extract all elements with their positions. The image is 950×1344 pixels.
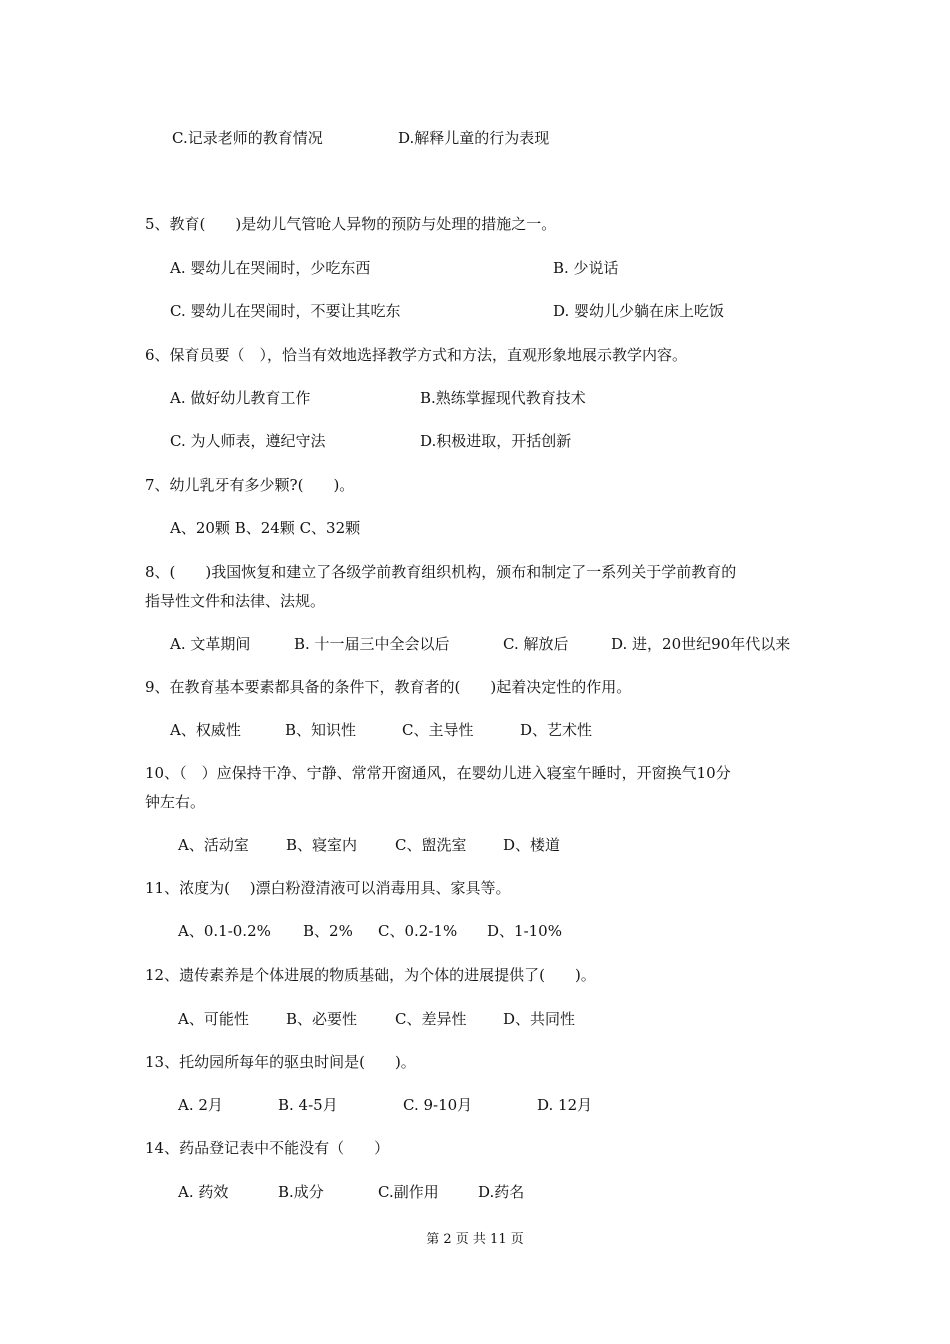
question-12-option-c: C、差异性 — [395, 1010, 467, 1028]
question-12-option-a: A、可能性 — [178, 1010, 249, 1028]
question-5-option-c: C. 婴幼儿在哭闹时，不要让其吃东 — [170, 302, 401, 320]
question-5-stem: 5、教育( )是幼儿气管呛人异物的预防与处理的措施之一。 — [145, 215, 557, 233]
question-14-option-c: C.副作用 — [378, 1183, 439, 1201]
question-9-option-c: C、主导性 — [402, 721, 474, 739]
question-13-option-b: B. 4-5月 — [278, 1096, 338, 1114]
question-8-option-a: A. 文革期间 — [170, 635, 251, 653]
question-8-option-b: B. 十一届三中全会以后 — [294, 635, 450, 653]
question-5-option-d: D. 婴幼儿少躺在床上吃饭 — [553, 302, 725, 320]
question-9-option-b: B、知识性 — [285, 721, 357, 739]
question-5-option-b: B. 少说话 — [553, 259, 619, 277]
q4-option-d: D.解释儿童的行为表现 — [398, 129, 550, 147]
question-13-option-a: A. 2月 — [178, 1096, 223, 1114]
question-10-option-c: C、盥洗室 — [395, 836, 467, 854]
page-footer: 第 2 页 共 11 页 — [426, 1232, 524, 1247]
question-12-option-b: B、必要性 — [286, 1010, 358, 1028]
question-8-stem-line-1: 8、( )我国恢复和建立了各级学前教育组织机构，颁布和制定了一系列关于学前教育的 — [145, 563, 737, 581]
question-10-option-d: D、楼道 — [503, 836, 561, 854]
question-10-option-b: B、寝室内 — [286, 836, 358, 854]
question-9-option-d: D、艺术性 — [520, 721, 593, 739]
question-5-option-a: A. 婴幼儿在哭闹时，少吃东西 — [170, 259, 371, 277]
question-8-option-d: D. 进，20世纪90年代以来 — [611, 635, 791, 653]
question-14-stem: 14、药品登记表中不能没有（ ） — [145, 1139, 390, 1157]
question-9-stem: 9、在教育基本要素都具备的条件下，教育者的( )起着决定性的作用。 — [145, 678, 632, 696]
question-11-option-d: D、1-10% — [487, 922, 562, 940]
question-12-stem: 12、遗传素养是个体进展的物质基础，为个体的进展提供了( )。 — [145, 966, 596, 984]
question-13-option-d: D. 12月 — [537, 1096, 593, 1114]
question-8-stem-line-2: 指导性文件和法律、法规。 — [145, 592, 326, 610]
question-7-stem: 7、幼儿乳牙有多少颗?( )。 — [145, 476, 355, 494]
question-10-option-a: A、活动室 — [178, 836, 249, 854]
question-8-option-c: C. 解放后 — [503, 635, 569, 653]
question-11-option-c: C、0.2-1% — [378, 922, 458, 940]
question-11-option-b: B、2% — [303, 922, 353, 940]
question-14-option-a: A. 药效 — [178, 1183, 229, 1201]
question-14-option-d: D.药名 — [478, 1183, 525, 1201]
question-10-stem-line-1: 10、（ ）应保持干净、宁静、常常开窗通风，在婴幼儿进入寝室午睡时，开窗换气10分 — [145, 764, 731, 782]
question-6-option-a: A. 做好幼儿教育工作 — [170, 389, 311, 407]
question-7-options: A、20颗 B、24颗 C、32颗 — [170, 519, 361, 537]
question-6-option-d: D.积极进取，开括创新 — [420, 432, 572, 450]
question-12-option-d: D、共同性 — [503, 1010, 576, 1028]
question-9-option-a: A、权威性 — [170, 721, 241, 739]
question-13-stem: 13、托幼园所每年的驱虫时间是( )。 — [145, 1053, 416, 1071]
question-11-option-a: A、0.1-0.2% — [178, 922, 271, 940]
question-13-option-c: C. 9-10月 — [403, 1096, 473, 1114]
question-14-option-b: B.成分 — [278, 1183, 324, 1201]
question-11-stem: 11、浓度为( )漂白粉澄清液可以消毒用具、家具等。 — [145, 879, 511, 897]
question-6-option-b: B.熟练掌握现代教育技术 — [420, 389, 586, 407]
question-10-stem-line-2: 钟左右。 — [145, 793, 206, 811]
question-6-option-c: C. 为人师表，遵纪守法 — [170, 432, 326, 450]
question-6-stem: 6、保育员要（ ），恰当有效地选择教学方式和方法，直观形象地展示教学内容。 — [145, 346, 688, 364]
q4-option-c: C.记录老师的教育情况 — [172, 129, 323, 147]
